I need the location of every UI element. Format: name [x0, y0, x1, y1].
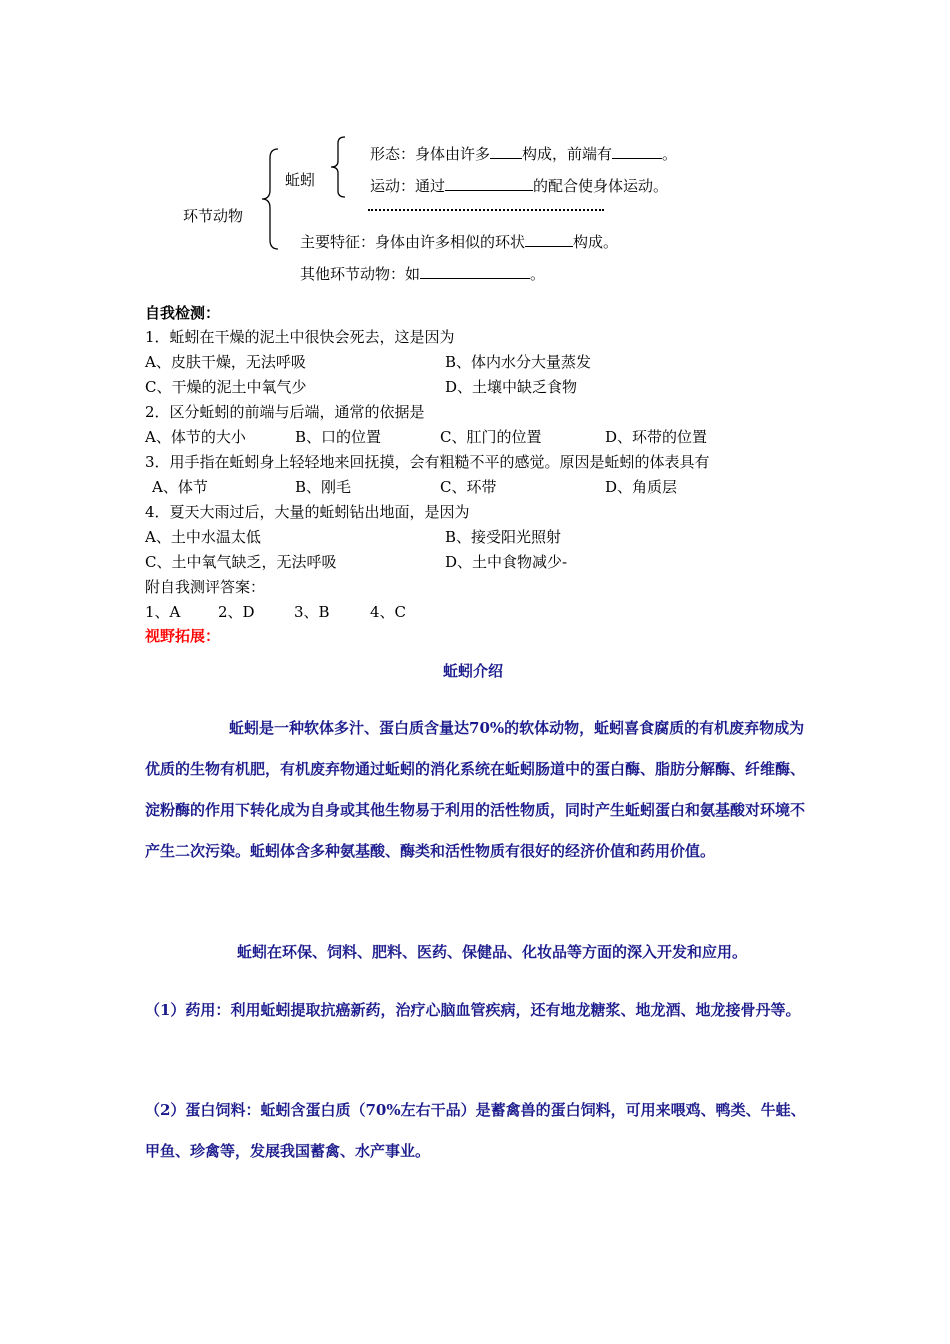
move-line: [370, 176, 668, 196]
q1-option-a: A、皮肤干燥，无法呼吸: [145, 353, 306, 371]
q1-option-c: C、干燥的泥土中氧气少: [145, 378, 307, 396]
form-text-b: 构成，前端有: [522, 145, 613, 163]
main-text-b: 构成。: [573, 233, 619, 251]
q3-option-c: C、环带: [440, 478, 497, 496]
form-text-a: 形态：身体由许多: [370, 145, 491, 163]
other-animals-line: [300, 264, 545, 284]
extension-title: 蚯蚓介绍: [443, 662, 504, 680]
q4-option-a: A、土中水温太低: [145, 528, 261, 546]
selftest-heading: 自我检测：: [145, 304, 221, 322]
cut-off-line: [368, 208, 604, 212]
paragraph-3: （1）药用：利用蚯蚓提取抗癌新药，治疗心脑血管疾病，还有地龙糖浆、地龙酒、地龙接骨丹等。: [145, 1001, 801, 1019]
q2-option-b: B、口的位置: [295, 428, 382, 446]
q3-option-a: A、体节: [152, 478, 208, 496]
q4-option-c: C、土中氧气缺乏，无法呼吸: [145, 553, 337, 571]
q2-option-d: D、环带的位置: [605, 428, 708, 446]
outer-brace: [258, 148, 280, 250]
q2-option-a: A、体节的大小: [145, 428, 246, 446]
paragraph-2: 蚯蚓在环保、饲料、肥料、医药、保健品、化妆品等方面的深入开发和应用。: [237, 943, 748, 961]
q1-option-b: B、体内水分大量蒸发: [445, 353, 592, 371]
extension-heading: 视野拓展：: [145, 627, 221, 645]
move-blank[interactable]: [445, 176, 533, 191]
main-text-a: 主要特征：身体由许多相似的环状: [300, 233, 526, 251]
answer-3: 3、B: [294, 603, 330, 621]
q1-option-d: D、土壤中缺乏食物: [445, 378, 578, 396]
paragraph-4: （2）蛋白饲料：蚯蚓含蛋白质（70%左右干品）是蓄禽兽的蛋白饲料，可用来喂鸡、鸭类、牛蛙、甲鱼、珍禽等，发展我国蓄禽、水产事业。: [145, 1101, 806, 1160]
inner-brace: [327, 136, 347, 198]
q4-option-b: B、接受阳光照射: [445, 528, 562, 546]
question-4: 4．夏天大雨过后，大量的蚯蚓钻出地面，是因为: [145, 503, 470, 521]
move-text-a: 运动：通过: [370, 177, 446, 195]
question-3: 3．用手指在蚯蚓身上轻轻地来回抚摸，会有粗糙不平的感觉。原因是蚯蚓的体表具有: [145, 453, 710, 471]
question-2: 2．区分蚯蚓的前端与后端，通常的依据是: [145, 403, 425, 421]
other-blank[interactable]: [420, 264, 530, 279]
q3-option-b: B、刚毛: [295, 478, 352, 496]
answers-label: 附自我测评答案：: [145, 578, 266, 596]
other-text-a: 其他环节动物：如: [300, 265, 421, 283]
form-line: [370, 144, 677, 164]
q3-option-d: D、角质层: [605, 478, 678, 496]
paragraph-1: 蚯蚓是一种软体多汁、蛋白质含量达70%的软体动物，蚯蚓喜食腐质的有机废弃物成为优质的生物有机肥，有机废弃物通过蚯蚓的消化系统在蚯蚓肠道中的蛋白酶、脂肪分解酶、纤维酶、淀粉酶的作用下转化成为自身或其他生物易于利用的活性物质，同时产生蚯蚓蛋白和氨基酸对环境不产生二次污染。蚯蚓体含多种氨基酸、酶类和活性物质有很好的经济价值和药用价值。: [145, 719, 806, 860]
form-blank-1[interactable]: [490, 144, 522, 159]
move-text-b: 的配合使身体运动。: [533, 177, 669, 195]
main-feature-line: [300, 232, 618, 252]
question-1: 1．蚯蚓在干燥的泥土中很快会死去，这是因为: [145, 328, 455, 346]
root-label: 环节动物: [183, 207, 244, 225]
answer-1: 1、A: [145, 603, 181, 621]
answer-2: 2、D: [218, 603, 255, 621]
q4-option-d: D、土中食物减少-: [445, 553, 568, 571]
other-text-b: 。: [530, 265, 546, 283]
form-blank-2[interactable]: [612, 144, 662, 159]
form-text-c: 。: [662, 145, 678, 163]
answer-4: 4、C: [370, 603, 407, 621]
q2-option-c: C、肛门的位置: [440, 428, 542, 446]
main-blank[interactable]: [525, 232, 573, 247]
earthworm-label: 蚯蚓: [285, 171, 316, 189]
